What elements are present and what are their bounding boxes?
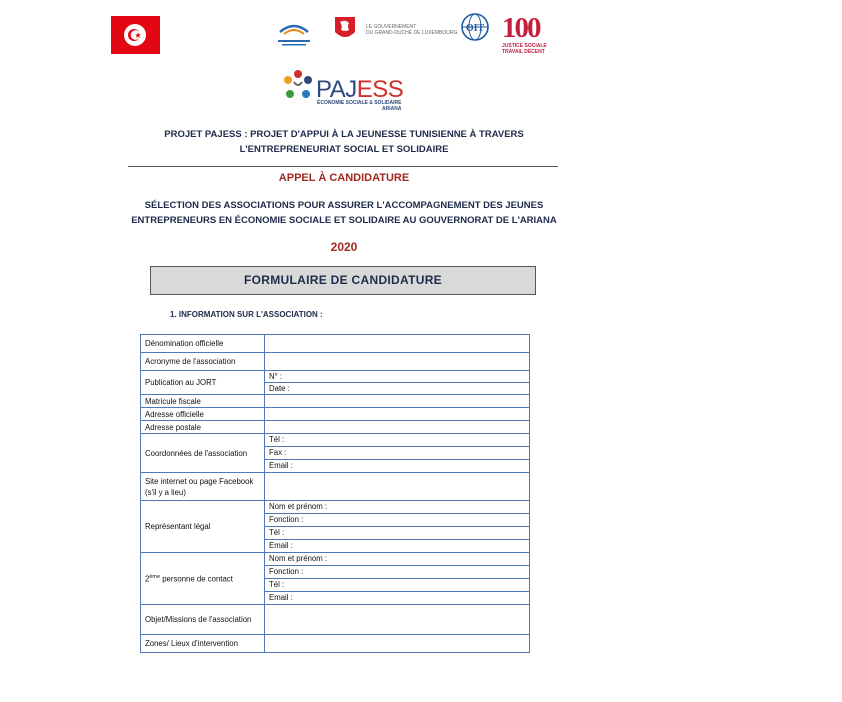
field-adresse-officielle[interactable] <box>265 408 530 421</box>
field-publication <box>265 371 530 395</box>
selection-subtitle: SÉLECTION DES ASSOCIATIONS POUR ASSURER L'ACCOMPAGNEMENT DES JEUNES ENTREPRENEURS EN ÉCONOMIE SOCIALE ET SOLIDAIRE AU GOUVERNORAT DE L'ARIANA <box>131 200 557 226</box>
field-contact-email[interactable]: Email : <box>269 593 293 602</box>
field-zones[interactable] <box>265 635 530 653</box>
pajess-people-icon <box>280 68 316 109</box>
ilo-centenary-logo: 100 <box>502 12 540 44</box>
association-info-table <box>140 334 530 653</box>
field-pub-no[interactable]: N° : <box>265 371 529 383</box>
field-contact <box>265 553 530 605</box>
label-publication: Publication au JORT <box>141 371 265 395</box>
project-title: PROJET PAJESS : PROJET D'APPUI À LA JEUNESSE TUNISIENNE À TRAVERS L'ENTREPRENEURIAT SOCIAL ET SOLIDAIRE <box>164 129 524 155</box>
field-site[interactable] <box>265 473 530 501</box>
field-contact-fonction[interactable]: Fonction : <box>265 566 529 579</box>
field-acronyme[interactable] <box>265 353 530 371</box>
field-objet[interactable] <box>265 605 530 635</box>
label-contact: 2ème personne de contact <box>141 553 265 605</box>
tunisia-flag-icon <box>111 16 160 54</box>
field-rep-tel[interactable]: Tél : <box>265 527 529 540</box>
field-contact-nom[interactable]: Nom et prénom : <box>265 553 529 566</box>
label-site: Site internet ou page Facebook (s'il y a lieu) <box>141 473 265 501</box>
ilo-tagline: JUSTICE SOCIALE TRAVAIL DÉCENT <box>502 43 547 55</box>
label-objet: Objet/Missions de l'association <box>141 605 265 635</box>
document-page <box>84 0 574 702</box>
field-matricule[interactable] <box>265 395 530 408</box>
field-rep-fonction[interactable]: Fonction : <box>265 514 529 527</box>
field-fax[interactable]: Fax : <box>265 447 529 460</box>
ministry-logo-icon <box>274 18 314 53</box>
divider <box>128 166 558 167</box>
field-representant <box>265 501 530 553</box>
year-heading: 2020 <box>330 240 358 254</box>
field-email[interactable]: Email : <box>269 461 293 470</box>
pajess-logo-text: PAJESS <box>316 76 404 103</box>
label-denomination: Dénomination officielle <box>141 335 265 353</box>
field-pub-date[interactable]: Date : <box>269 384 290 393</box>
pajess-logo-subtitle: ÉCONOMIE SOCIALE & SOLIDAIRE ARIANA <box>317 100 402 112</box>
label-zones: Zones/ Lieux d'intervention <box>141 635 265 653</box>
label-matricule: Matricule fiscale <box>141 395 265 408</box>
section-title: 1. INFORMATION SUR L'ASSOCIATION : <box>170 310 323 319</box>
field-denomination[interactable] <box>265 335 530 353</box>
svg-text:OIT: OIT <box>465 23 485 34</box>
ilo-logo-icon <box>458 12 492 42</box>
label-acronyme: Acronyme de l'association <box>141 353 265 371</box>
label-adresse-officielle: Adresse officielle <box>141 408 265 421</box>
luxembourg-text: LE GOUVERNEMENT DU GRAND-DUCHÉ DE LUXEMBOURG <box>366 24 458 36</box>
field-tel[interactable]: Tél : <box>265 434 529 447</box>
field-adresse-postale[interactable] <box>265 421 530 434</box>
field-coordonnees <box>265 434 530 473</box>
label-coordonnees: Coordonnées de l'association <box>141 434 265 473</box>
call-title: APPEL À CANDIDATURE <box>278 172 410 184</box>
field-contact-tel[interactable]: Tél : <box>265 579 529 592</box>
label-representant: Représentant légal <box>141 501 265 553</box>
luxembourg-lion-icon <box>332 14 358 49</box>
form-title-box: FORMULAIRE DE CANDIDATURE <box>150 266 536 295</box>
label-adresse-postale: Adresse postale <box>141 421 265 434</box>
field-rep-email[interactable]: Email : <box>269 541 293 550</box>
field-rep-nom[interactable]: Nom et prénom : <box>265 501 529 514</box>
